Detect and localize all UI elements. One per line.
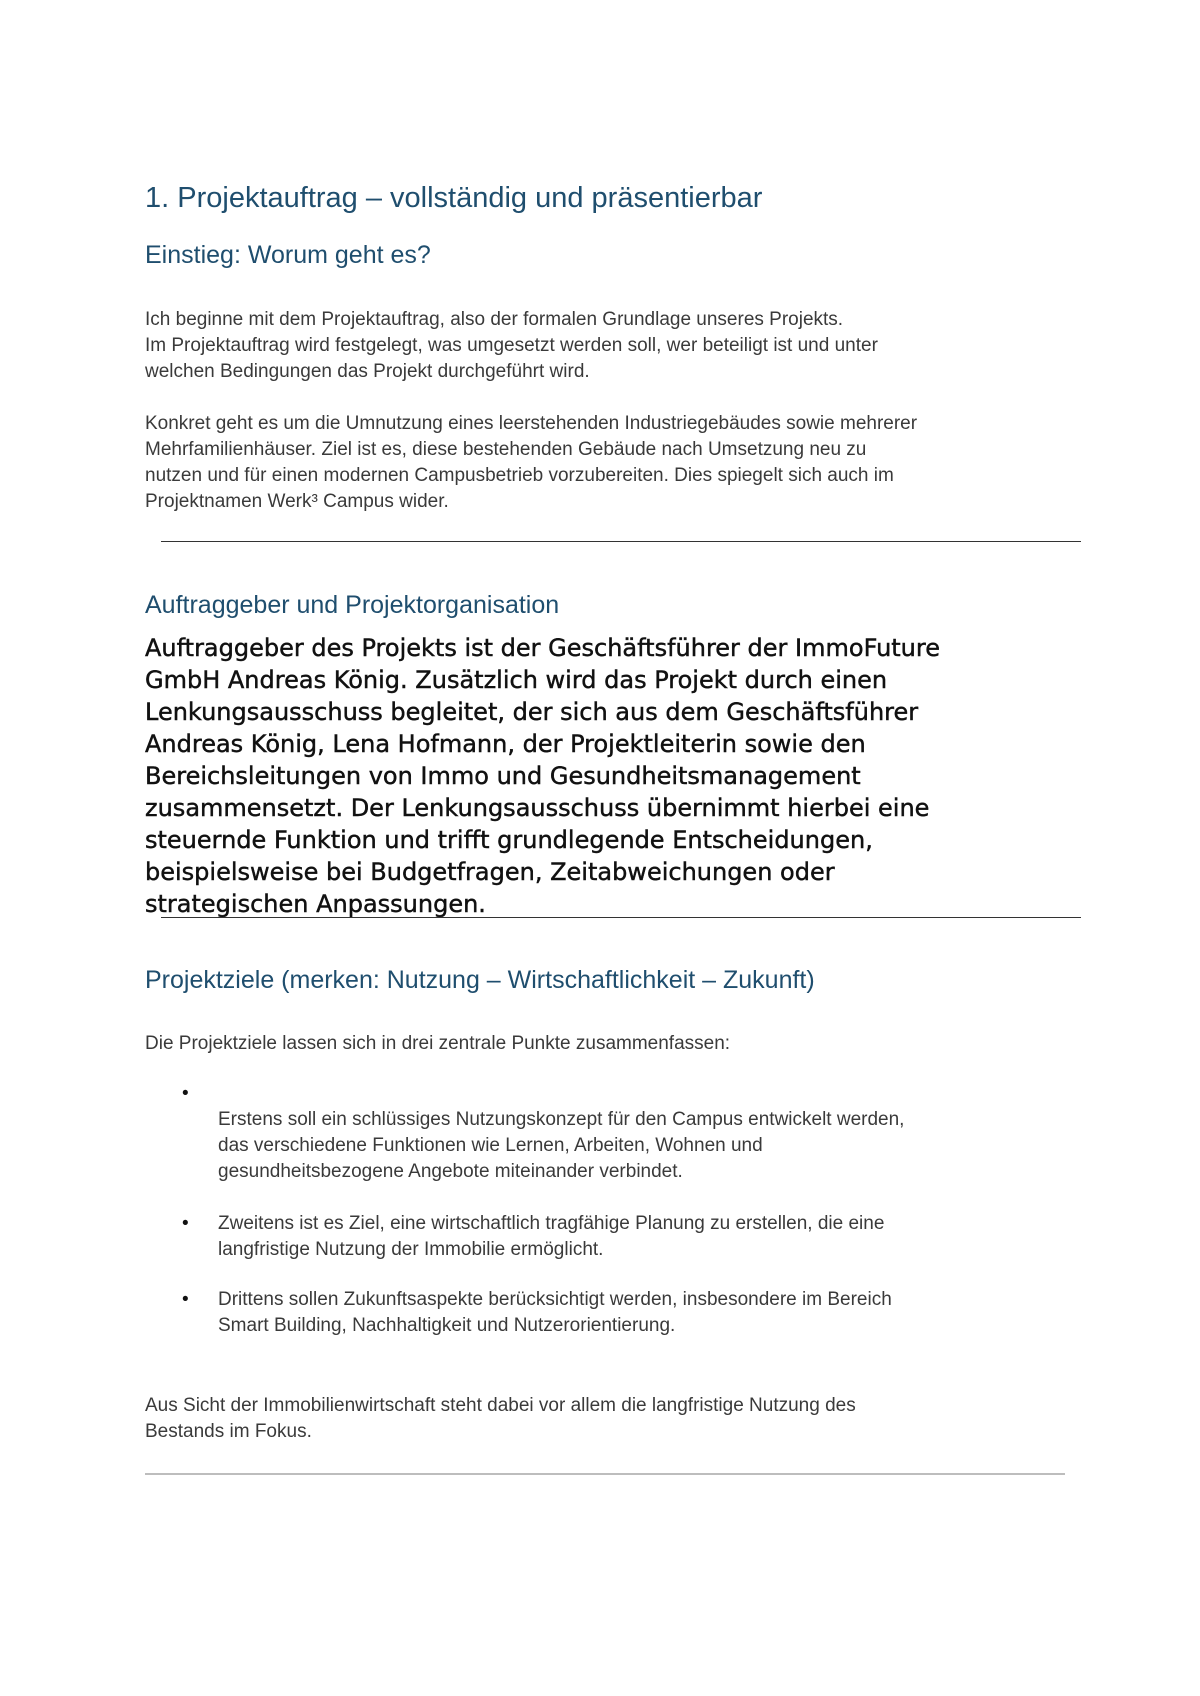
text-line: langfristige Nutzung der Immobilie ermöglicht. [218, 1239, 604, 1260]
bullet-text [218, 1211, 1058, 1263]
text-line: Drittens sollen Zukunftsaspekte berücksichtigt werden, insbesondere im Bereich [218, 1289, 892, 1310]
text-line: Projektnamen Werk³ Campus wider. [145, 491, 449, 512]
text-line: nutzen und für einen modernen Campusbetrieb vorzubereiten. Dies spiegelt sich auch im [145, 465, 894, 486]
bullet-text [218, 1287, 1058, 1339]
text-line: Auftraggeber des Projekts ist der Geschäftsführer der ImmoFuture [145, 634, 940, 662]
text-line: Smart Building, Nachhaltigkeit und Nutzerorientierung. [218, 1315, 676, 1336]
goals-heading: Projektziele (merken: Nutzung – Wirtschaftlichkeit – Zukunft) [145, 966, 815, 994]
text-line: das verschiedene Funktionen wie Lernen, Arbeiten, Wohnen und [218, 1135, 763, 1156]
intro-paragraph-1 [145, 307, 1065, 385]
text-line: steuernde Funktion und trifft grundlegende Entscheidungen, [145, 826, 873, 854]
bullet-icon: • [182, 1289, 189, 1310]
text-line: Bestands im Fokus. [145, 1421, 312, 1442]
bullet-icon: • [182, 1213, 189, 1234]
text-line: Im Projektauftrag wird festgelegt, was umgesetzt werden soll, wer beteiligt ist und unter [145, 335, 878, 356]
text-line: gesundheitsbezogene Angebote miteinander verbindet. [218, 1161, 683, 1182]
closing-paragraph [145, 1393, 1065, 1445]
text-line: Konkret geht es um die Umnutzung eines leerstehenden Industriegebäudes sowie mehrerer [145, 413, 918, 434]
text-line: Zweitens ist es Ziel, eine wirtschaftlich tragfähige Planung zu erstellen, die eine [218, 1213, 885, 1234]
goals-intro [145, 1031, 1065, 1057]
text-line: zusammensetzt. Der Lenkungsausschuss übernimmt hierbei eine [145, 794, 930, 822]
text-line: beispielsweise bei Budgetfragen, Zeitabweichungen oder [145, 858, 835, 886]
text-line: welchen Bedingungen das Projekt durchgeführt wird. [145, 361, 590, 382]
organisation-paragraph [145, 632, 1085, 920]
intro-paragraph-2 [145, 411, 1065, 515]
organisation-heading: Auftraggeber und Projektorganisation [145, 591, 560, 619]
text-line: Bereichsleitungen von Immo und Gesundheitsmanagement [145, 762, 861, 790]
horizontal-rule [161, 541, 1081, 542]
text-line: Mehrfamilienhäuser. Ziel ist es, diese bestehenden Gebäude nach Umsetzung neu zu [145, 439, 867, 460]
text-line: Die Projektziele lassen sich in drei zentrale Punkte zusammenfassen: [145, 1033, 731, 1054]
text-line: Andreas König, Lena Hofmann, der Projektleiterin sowie den [145, 730, 866, 758]
bullet-text [218, 1107, 1058, 1185]
text-line: Ich beginne mit dem Projektauftrag, also der formalen Grundlage unseres Projekts. [145, 309, 844, 330]
horizontal-rule [161, 917, 1081, 918]
text-line: GmbH Andreas König. Zusätzlich wird das Projekt durch einen [145, 666, 888, 694]
text-line: Lenkungsausschuss begleitet, der sich aus dem Geschäftsführer [145, 698, 919, 726]
text-line: Erstens soll ein schlüssiges Nutzungskonzept für den Campus entwickelt werden, [218, 1109, 905, 1130]
horizontal-rule [145, 1473, 1065, 1475]
text-line: strategischen Anpassungen. [145, 890, 486, 918]
main-heading: 1. Projektauftrag – vollständig und präsentierbar [145, 182, 763, 214]
bullet-icon: • [182, 1083, 189, 1104]
text-line: Aus Sicht der Immobilienwirtschaft steht dabei vor allem die langfristige Nutzung des [145, 1395, 856, 1416]
intro-heading: Einstieg: Worum geht es? [145, 241, 431, 269]
